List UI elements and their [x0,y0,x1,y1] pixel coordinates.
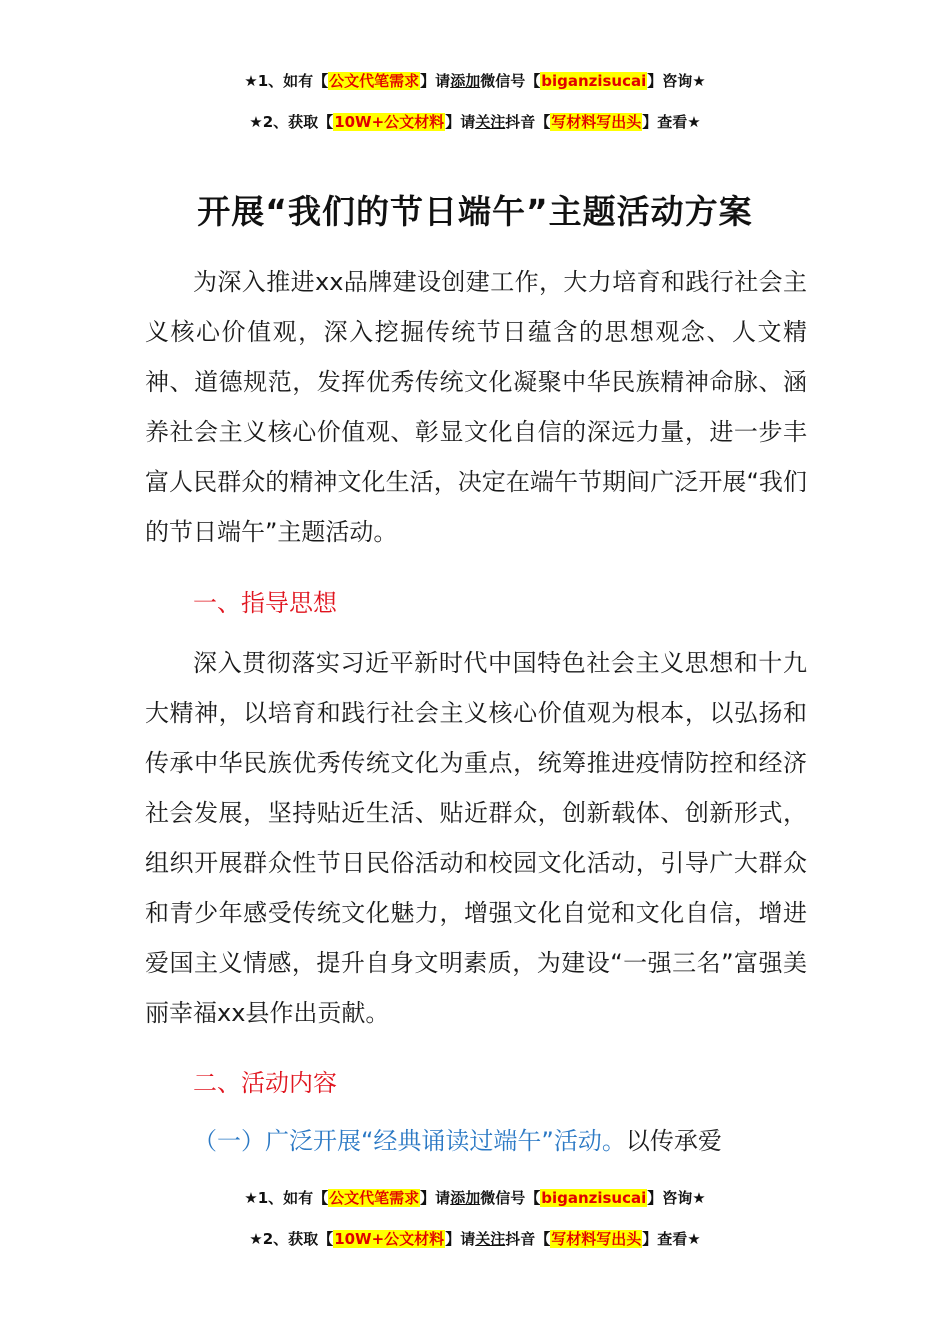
item-1-text: 以传承爱 [625,1127,722,1155]
notice-text: 】请 [445,113,476,131]
notice-text: 抖音【 [505,113,551,131]
section-heading-2: 二、活动内容 [193,1069,337,1097]
underlined-text: 添加 [450,1189,481,1207]
notice-text: 】查看★ [642,113,701,131]
section-2-item-1 [193,1116,722,1166]
section-1-paragraph: 深入贯彻落实习近平新时代中国特色社会主义思想和十九大精神，以培育和践行社会主义核心价值观为根本，以弘扬和传承中华民族优秀传统文化为重点，统筹推进疫情防控和经济社会发展，坚持贴近生活、贴近群众，创新载体、创新形式，组织开展群众性节日民俗活动和校园文化活动，引导广大群众和青少年感受传统文化魅力，增强文化自觉和文化自信，增进爱国主义情感，提升自身文明素质，为建设“一强三名”富强美丽幸福xx县作出贡献。 [145,649,807,1027]
item-1-title: （一）广泛开展“经典诵读过端午”活动。 [193,1127,626,1155]
notice-text: ★2、获取【 [249,113,334,131]
notice-text: 微信号【 [480,72,541,90]
section-heading-1: 一、指导思想 [193,589,337,617]
douyin-id: 写材料写出头 [551,1230,642,1248]
notice-text: 】咨询★ [647,72,706,90]
document-title: 开展“我们的节日端午”主题活动方案 [197,192,753,231]
highlight-label: 10W+公文材料 [334,1230,445,1248]
highlight-label: 10W+公文材料 [334,113,445,131]
notice-text: ★1、如有【 [244,72,329,90]
highlight-label: 公文代笔需求 [329,1189,420,1207]
bottom-notice-line-1 [0,1187,950,1208]
douyin-id: 写材料写出头 [551,113,642,131]
intro-paragraph: 为深入推进xx品牌建设创建工作，大力培育和践行社会主义核心价值观，深入挖掘传统节日蕴含的思想观念、人文精神、道德规范，发挥优秀传统文化凝聚中华民族精神命脉、涵养社会主义核心价值观、彰显文化自信的深远力量，进一步丰富人民群众的精神文化生活，决定在端午节期间广泛开展“我们的节日端午”主题活动。 [145,268,807,546]
notice-text: 抖音【 [505,1230,551,1248]
section-1-body [145,638,807,1038]
highlight-label: 公文代笔需求 [329,72,420,90]
underlined-text: 关注 [475,1230,506,1248]
notice-text: 】咨询★ [647,1189,706,1207]
top-notice-line-1 [0,70,950,91]
top-notice-line-2 [0,111,950,132]
notice-text: 微信号【 [480,1189,541,1207]
notice-text: 】请 [420,72,451,90]
notice-text: 】请 [420,1189,451,1207]
notice-text: ★2、获取【 [249,1230,334,1248]
notice-text: 】请 [445,1230,476,1248]
bottom-notice-line-2 [0,1228,950,1249]
notice-text: ★1、如有【 [244,1189,329,1207]
underlined-text: 添加 [450,72,481,90]
notice-text: 】查看★ [642,1230,701,1248]
underlined-text: 关注 [475,113,506,131]
wechat-id: biganzisucai [541,72,647,90]
intro-section [145,257,807,557]
wechat-id: biganzisucai [541,1189,647,1207]
